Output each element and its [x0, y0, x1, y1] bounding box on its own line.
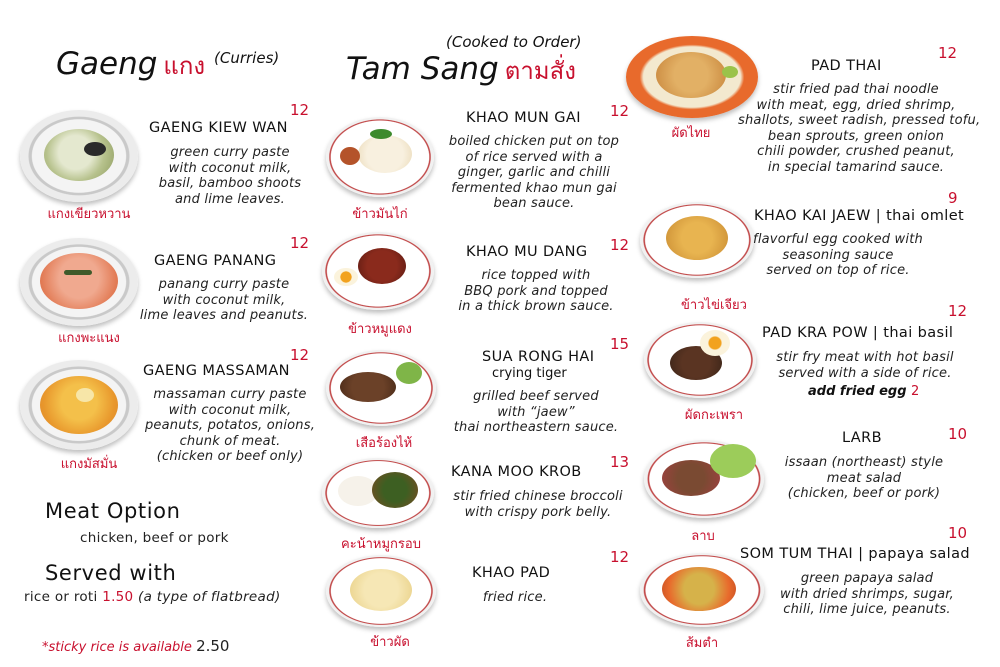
tam-sang-title-thai: ตามสั่ง: [504, 57, 576, 85]
curry-3-name: GAENG MASSAMAN: [143, 363, 290, 379]
curries-subtitle: (Curries): [214, 49, 280, 67]
curry-3-description: massaman curry paste with coconut milk, peanuts, potatos, onions, chunk of meat. (chicken or beef only): [144, 387, 316, 464]
basil-stir-fry-image: [644, 322, 756, 398]
tam-sang-4-thai-name: คะน้าหมูกรอบ: [341, 537, 421, 552]
crying-tiger-image: [326, 350, 436, 426]
right-2-name: KHAO KAI JAEW | thai omlet: [754, 208, 965, 224]
curry-2-name: GAENG PANANG: [154, 253, 277, 269]
right-3-description: stir fry meat with hot basil served with a side of rice.: [776, 350, 954, 381]
curries-title-thai: แกง: [163, 52, 206, 80]
tam-sang-2-description: rice topped with BBQ pork and topped in a thick brown sauce.: [458, 268, 614, 314]
right-3-name: PAD KRA POW | thai basil: [762, 325, 954, 341]
sticky-rice-price: 2.50: [196, 637, 230, 655]
right-2-price: 9: [948, 189, 958, 207]
curry-2-price: 12: [290, 234, 310, 252]
right-4-name: LARB: [842, 430, 882, 446]
tam-sang-4-name: KANA MOO KROB: [451, 464, 582, 480]
tam-sang-4-price: 13: [610, 453, 630, 471]
tam-sang-section-title: [346, 51, 576, 90]
tam-sang-3-subname: crying tiger: [492, 366, 567, 381]
right-4-thai-name: ลาบ: [691, 529, 715, 544]
tam-sang-1-price: 12: [610, 102, 630, 120]
right-1-name: PAD THAI: [811, 58, 882, 74]
tam-sang-5-name: KHAO PAD: [472, 565, 551, 581]
served-with-price: 1.50: [102, 589, 134, 605]
meat-option-label: Meat Option: [45, 499, 181, 523]
tam-sang-3-description: grilled beef served with “jaew” thai northeastern sauce.: [453, 389, 619, 435]
massaman-curry-image: [20, 360, 138, 450]
larb-image: [644, 440, 764, 518]
served-with-text: rice or roti 1.50 (a type of flatbread): [24, 589, 281, 605]
right-2-description: flavorful egg cooked with seasoning sauce served on top of rice.: [753, 232, 923, 278]
right-2-thai-name: ข้าวไข่เจียว: [681, 298, 747, 313]
right-1-thai-name: ผัดไทย: [671, 126, 711, 141]
chicken-rice-image: [326, 117, 434, 197]
curry-1-thai-name: แกงเขียวหวาน: [47, 207, 131, 222]
tam-sang-subtitle: (Cooked to Order): [446, 33, 582, 51]
tam-sang-3-thai-name: เสือร้องไห้: [355, 436, 413, 451]
tam-sang-3-price: 15: [610, 335, 630, 353]
right-1-price: 12: [938, 44, 958, 62]
right-4-description: issaan (northeast) style meat salad (chicken, beef or pork): [784, 455, 944, 501]
right-5-description: green papaya salad with dried shrimps, sugar, chili, lime juice, peanuts.: [780, 571, 954, 617]
curry-2-description: panang curry paste with coconut milk, lime leaves and peanuts.: [139, 277, 309, 323]
tam-sang-1-description: boiled chicken put on top of rice served with a ginger, garlic and chilli fermented khao mun gai bean sauce.: [448, 134, 620, 211]
curry-3-price: 12: [290, 346, 310, 364]
tam-sang-5-thai-name: ข้าวผัด: [370, 635, 410, 650]
right-3-price: 12: [948, 302, 968, 320]
tam-sang-2-price: 12: [610, 236, 630, 254]
meat-option-value: chicken, beef or pork: [80, 530, 229, 546]
tam-sang-2-name: KHAO MU DANG: [466, 244, 588, 260]
tam-sang-1-thai-name: ข้าวมันไก่: [352, 207, 408, 222]
tam-sang-4-description: stir fried chinese broccoli with crispy pork belly.: [453, 489, 623, 520]
tam-sang-1-name: KHAO MUN GAI: [466, 110, 581, 126]
add-fried-egg-option: add fried egg 2: [808, 384, 920, 399]
tam-sang-title: Tam Sang: [346, 51, 499, 87]
papaya-salad-image: [640, 553, 764, 627]
served-with-label: Served with: [45, 561, 177, 585]
tam-sang-3-name: SUA RONG HAI: [482, 349, 595, 365]
tam-sang-5-description: fried rice.: [482, 590, 548, 605]
add-fried-egg-price: 2: [911, 384, 920, 399]
curries-section-title: [56, 46, 205, 85]
curries-title: Gaeng: [56, 46, 158, 82]
right-1-description: stir fried pad thai noodle with meat, egg, dried shrimp, shallots, sweet radish, pressed tofu, bean sprouts, green onion chili powder, crushed peanut, in special tamarind sauce.: [738, 82, 981, 175]
panang-curry-image: [20, 238, 138, 326]
tam-sang-2-thai-name: ข้าวหมูแดง: [348, 322, 412, 337]
curry-1-name: GAENG KIEW WAN: [149, 120, 288, 136]
curry-1-price: 12: [290, 101, 310, 119]
omelet-image: [640, 202, 754, 278]
right-5-thai-name: ส้มตำ: [685, 636, 719, 651]
curry-2-thai-name: แกงพะแนง: [58, 331, 120, 346]
right-5-price: 10: [948, 524, 968, 542]
tam-sang-5-price: 12: [610, 548, 630, 566]
right-5-name: SOM TUM THAI | papaya salad: [740, 546, 970, 562]
sticky-rice-note: *sticky rice is available 2.50: [42, 637, 230, 655]
curry-3-thai-name: แกงมัสมั่น: [60, 457, 118, 472]
right-4-price: 10: [948, 425, 968, 443]
right-3-thai-name: ผัดกะเพรา: [684, 408, 744, 423]
bbq-pork-image: [322, 232, 434, 310]
green-curry-image: [20, 110, 138, 202]
kana-moo-krob-image: [322, 458, 434, 528]
curry-1-description: green curry paste with coconut milk, basil, bamboo shoots and lime leaves.: [158, 145, 302, 207]
fried-rice-image: [326, 555, 436, 627]
